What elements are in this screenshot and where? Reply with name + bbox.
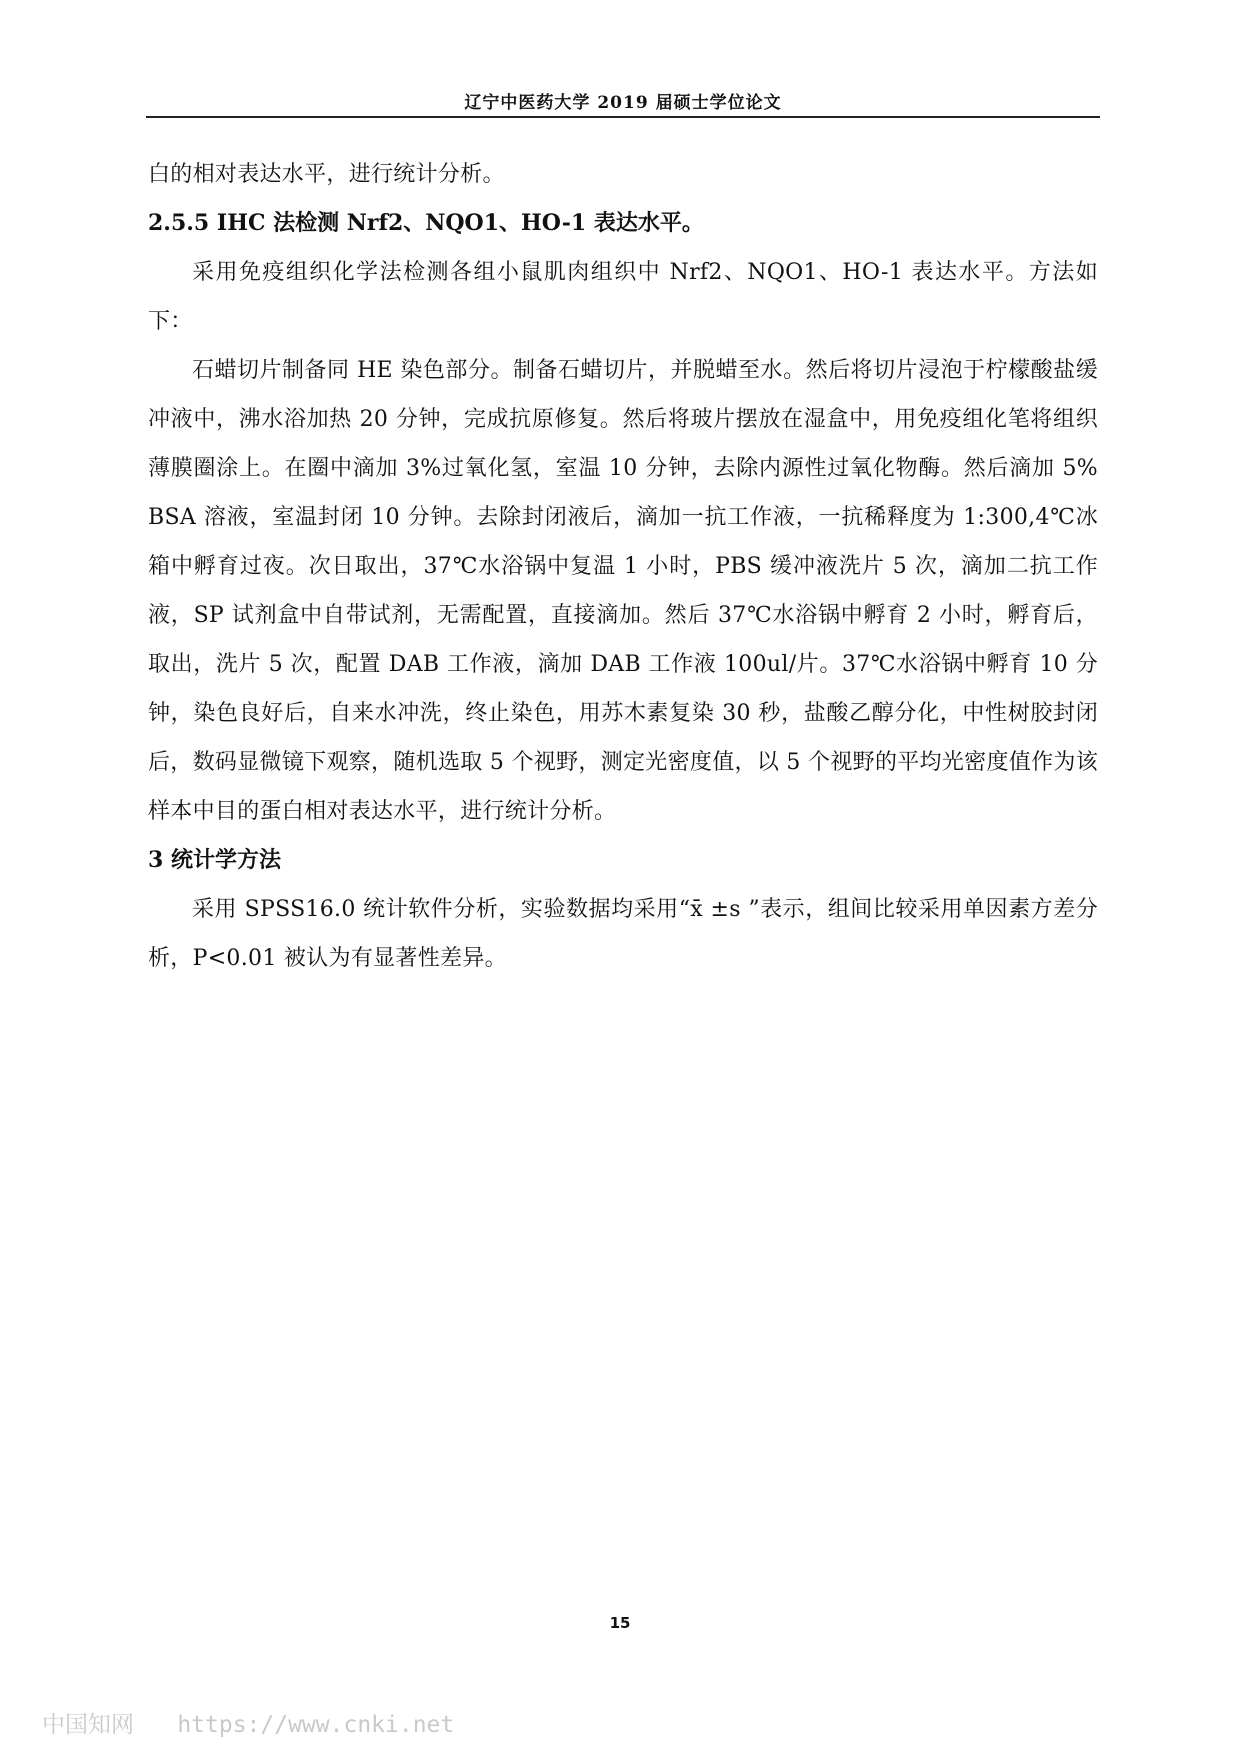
running-header: 辽宁中医药大学 2019 届硕士学位论文 — [464, 93, 782, 113]
body-paragraph: 采用免疫组织化学法检测各组小鼠肌肉组织中 Nrf2、NQO1、HO-1 表达水平。方法如下： — [148, 260, 1098, 334]
body-content — [148, 150, 1098, 983]
page-number: 15 — [609, 1614, 631, 1632]
body-paragraph: 采用 SPSS16.0 统计软件分析，实验数据均采用“x̄ ±s ”表示，组间比较采用单因素方差分析，P<0.01 被认为有显著性差异。 — [148, 897, 1098, 971]
header-rule — [146, 116, 1100, 118]
body-paragraph: 白的相对表达水平，进行统计分析。 — [148, 162, 505, 187]
cnki-watermark — [42, 1706, 454, 1739]
watermark-url: https://www.cnki.net — [177, 1712, 455, 1738]
watermark-logo-text: 中国知网 — [42, 1712, 134, 1738]
section-heading: 3 统计学方法 — [148, 847, 281, 873]
body-paragraph: 石蜡切片制备同 HE 染色部分。制备石蜡切片，并脱蜡至水。然后将切片浸泡于柠檬酸盐缓冲液中，沸水浴加热 20 分钟，完成抗原修复。然后将玻片摆放在湿盒中，用免疫组化笔将组织薄膜圈涂上。在圈中滴加 3%过氧化氢，室温 10 分钟，去除内源性过氧化物酶。然后滴加 5% BSA 溶液，室温封闭 10 分钟。去除封闭液后，滴加一抗工作液，一抗稀释度为 1:300,4℃冰箱中孵育过夜。次日取出，37℃水浴锅中复温 1 小时，PBS 缓冲液洗片 5 次，滴加二抗工作液，SP 试剂盒中自带试剂，无需配置，直接滴加。然后 37℃水浴锅中孵育 2 小时，孵育后，取出，洗片 5 次，配置 DAB 工作液，滴加 DAB 工作液 100ul/片。37℃水浴锅中孵育 10 分钟，染色良好后，自来水冲洗，终止染色，用苏木素复染 30 秒，盐酸乙醇分化，中性树胶封闭后，数码显微镜下观察，随机选取 5 个视野，测定光密度值，以 5 个视野的平均光密度值作为该样本中目的蛋白相对表达水平，进行统计分析。 — [148, 358, 1098, 824]
section-heading: 2.5.5 IHC 法检测 Nrf2、NQO1、HO-1 表达水平。 — [148, 210, 704, 236]
